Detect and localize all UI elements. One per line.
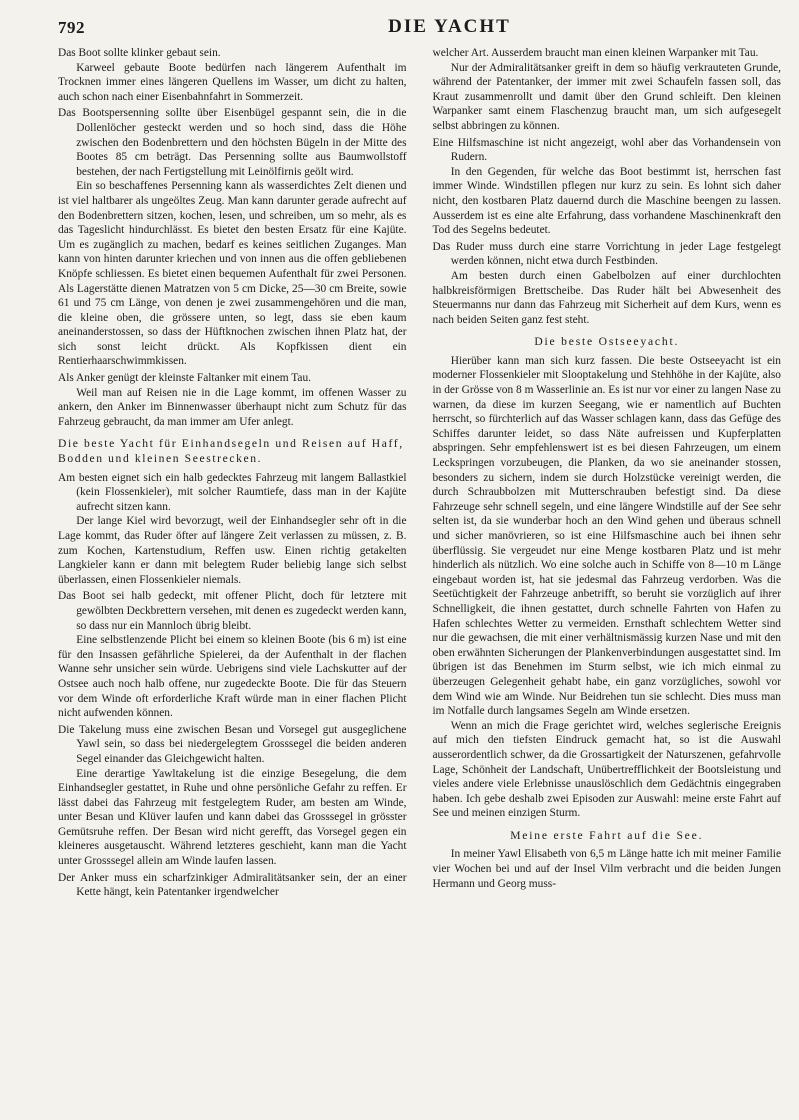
paragraph: In den Gegenden, für welche das Boot bestimmt ist, herrschen fast immer Winde. Windstillen pflegen nur kurz zu sein. Es lohnt sich daher nicht, den kostbaren Platz dauernd durch die Maschine beengen zu lassen. Ausserdem ist es eine alte Erfahrung, dass vorhandene Maschinenkraft den Tod des Segelns bedeutet.	[432, 165, 781, 237]
paragraph: Eine derartige Yawltakelung ist die einzige Besegelung, die dem Einhandsegler gestattet, in Ruhe und ohne persönliche Gefahr zu reffen. Er lässt dabei das Fahrzeug mit festgelegtem Ruder, am besten am Winde, unter Besan und Klüver laufen und kann dabei das Grosssegel in grösster Gemütsruhe reffen. Der Besan wird nicht gerefft, das Vorsegel gegen ein kleineres ausgetauscht. Während letzteres geschieht, kann man die Yacht unter Grosssegel allein am Winde laufen lassen.	[58, 767, 407, 868]
paragraph: Karweel gebaute Boote bedürfen nach längerem Aufenthalt im Trocknen immer eines längeren Quellens im Wasser, um dicht zu halten, auch schon nach einer Eisenbahnfahrt in Sommerzeit.	[58, 61, 407, 103]
paragraph: Als Anker genügt der kleinste Faltanker mit einem Tau.	[58, 372, 312, 385]
paragraph: Der lange Kiel wird bevorzugt, weil der Einhandsegler sehr oft in die Lage kommt, das Ruder öfter auf längere Zeit verlassen zu müssen, z. B. zum Kochen, Kartenstudium, Reffen usw. Einen richtig getakelten Langkieler kann er dann mit belegtem Ruder beliebig lange sich selbst überlassen, einen Flossenkieler niemals.	[58, 515, 407, 586]
paragraph: Am besten durch einen Gabelbolzen auf einer durchlochten halbkreisförmigen Brettscheibe. Das Ruder hält bei Abwesenheit des Steuermanns nur dann das Fahrzeug mit Sicherheit auf dem Kurs, wenn es nach beiden Seiten ganz fest steht.	[432, 269, 781, 326]
paragraph: Eine Hilfsmaschine ist nicht angezeigt, wohl aber das Vorhandensein von Rudern.	[432, 136, 781, 164]
paragraph: Eine selbstlenzende Plicht bei einem so kleinen Boote (bis 6 m) ist eine für den Insassen gefährliche Spielerei, da der Aufenthalt in der flachen Wanne sehr unsicher sein würde. Uebrigens sind viele Lachskutter auf der Ostsee auch noch halb offene, nur zugedeckte Boote. Die für das Steuern vor dem Winde oft erforderliche Kraft würde man in einer flachen Plicht nicht aufwenden können.	[58, 634, 407, 720]
paragraph: Nur der Admiralitätsanker greift in dem so häufig verkrauteten Grunde, während der Patentanker, der immer mit zwei Schaufeln fassen soll, das Kraut zusammenrollt und damit über den Grund schleift. Den kleinen Warpanker samt einem Flaschenzug braucht man, um sich aufgesegelt selbst abbringen zu können.	[432, 61, 781, 132]
section-heading: Die beste Ostseeyacht.	[534, 335, 680, 349]
paragraph: Das Boot sei halb gedeckt, mit offener Plicht, doch für letztere mit gewölbten Deckbrettern versehen, mit denen es zugedeckt werden kann, so dass nur ein Mannloch übrig bleibt.	[58, 590, 407, 632]
paragraph: Das Bootspersenning sollte über Eisenbügel gespannt sein, die in die Dollenlöcher gesteckt werden und so hoch sind, dass die Höhe zwischen den Bodenbrettern und den höchsten Bügeln in der Mitte des Bootes 85 cm beträgt. Das Persenning sollte aus Baumwollstoff bestehen, der nach Fertigstellung mit Leinölfirnis geölt wird.	[58, 107, 407, 178]
paragraph: Weil man auf Reisen nie in die Lage kommt, im offenen Wasser zu ankern, den Anker im Binnenwasser überhaupt nicht zum Schutz für das Fahrzeug gebraucht, da man immer am Ufer anlegt.	[58, 386, 407, 428]
section-heading: Die beste Yacht für Einhandsegeln und Reisen auf Haff, Bodden und kleinen Seestrecken.	[58, 437, 404, 466]
section-heading: Meine erste Fahrt auf die See.	[510, 828, 704, 842]
paragraph: Ein so beschaffenes Persenning kann als wasserdichtes Zelt dienen und ist viel haltbarer als ungeöltes Zeug. Man kann darunter gerade aufrecht auf den Bodenbrettern sitzen, kochen, lesen, und schreiben, um so mehr, als es das Tageslicht hindurchlässt. Es bietet den besten Ersatz für eine Kajüte. Um es zugänglich zu machen, bedarf es keines seitlichen Zuganges. Man kann von hinten darunter kriechen und von innen aus die offen gebliebenen Knöpfe schliessen. Es bietet einen bequemen Aufenthalt für zwei Personen. Als Lagerstätte dienen Matratzen von 5 cm Dicke, 25—30 cm Breite, sowie 61 und 75 cm Länge, von denen je zwei zusammengehören und die man, die kleine oben, die grössere unten, so legt, dass sie eben kaum aneinanderstossen, so dass der Hüftknochen zwischen ihnen Platz hat, der sich sonst leicht drückt. Als Kopfkissen dient ein Rentierhaarschwimmkissen.	[58, 180, 407, 368]
running-head: DIE YACHT	[388, 16, 511, 37]
paragraph: Hierüber kann man sich kurz fassen. Die beste Ostseeyacht ist ein moderner Flossenkieler mit Slooptakelung und Stehhöhe in der Kajüte, also in der Grösse von 8 m Wasserlinie an. Es ist nur vor einer zu langen Nase zu warnen, da diese im kurzen Seegang, wie er namentlich auf Buchten herrscht, so fürchterlich auf das Wasser schlagen kann, dass das Gefüge des Schiffes darunter leidet, so dass Näte aufreissen und Kupferplatten abspringen. Sehr empfehlenswert ist es bei diesen Fahrzeugen, um einem Leckspringen vorzubeugen, die Planken, da wo sie aneinander stossen, besonders zu sichern, indem sie durch Holzstücke vereinigt werden, die durch Schraubbolzen mit Mutterschrauben befestigt sind. Da diese Fahrzeuge sehr schnell segeln, und eine längere Windstille auf der See sehr selten ist, da sie wunderbar hoch an den Wind gehen und überaus schnell und sicher manövrieren, so ist eine Hilfsmaschine auch bei ihnen sehr überflüssig. Sie vergeudet nur eine Menge kostbaren Platz und ist mehr hinderlich als nützlich. Wo eine solche auch in Schiffe von 8—10 m Länge eingebaut worden ist, hat sie jedesmal das Fahrzeug verdorben. Was die Seetüchtigkeit der Fahrzeuge anbetrifft, so beruht sie vorzüglich auf ihrer Schnelligkeit, die ihnen gestattet, durch schnelle Fahrten von Hafen zu Hafen schlechtes Wetter zu vermeiden. Ernsthaft schlechtem Wetter sind nur die gewachsen, die mit einer verhältnismässig kurzen Nase und mit den oben erwähnten Sicherungen der Plankenverbindungen ausgestattet sind. Im übrigen ist das Benehmen im Sturm selbst, wie ich mich einmal zu überzeugen Gelegenheit gehabt habe, ein ganz vorzügliches, sowohl vor dem Wind wie am Winde. Nur Beidrehen tun sie schlecht. Dies muss man im Notfalle durch langsames Segeln am Winde ersetzen.	[432, 354, 781, 718]
paragraph: Wenn an mich die Frage gerichtet wird, welches seglerische Ereignis auf mich den tiefsten Eindruck gemacht hat, so ist die Auswahl ausserordentlich schwer, da die Grossartigkeit der Naturszenen, gefahrvolle Lage, Schönheit der Landschaft, Unübertrefflichkeit der Bootsleistung und vieles andere viele Erlebnisse unauslöschlich dem Gedächtnis eingegraben haben. Ich gebe deshalb zwei Episoden zur Auswahl: meine erste Fahrt auf See und meinen einzigen Sturm.	[432, 719, 781, 820]
paragraph: Die Takelung muss eine zwischen Besan und Vorsegel gut ausgeglichene Yawl sein, so dass bei niedergelegtem Grosssegel die beiden anderen Segel einander das Gleichgewicht halten.	[58, 723, 407, 765]
paragraph: welcher Art. Ausserdem braucht man einen kleinen Warpanker mit Tau.	[432, 47, 759, 59]
left-column	[58, 46, 407, 900]
right-column	[433, 46, 782, 900]
text-columns	[58, 46, 781, 900]
paragraph: Das Boot sollte klinker gebaut sein.	[58, 47, 221, 59]
paragraph: Der Anker muss ein scharfzinkiger Admiralitätsanker sein, der an einer Kette hängt, kein Patentanker irgendwelcher	[58, 871, 407, 899]
page-header	[58, 14, 781, 46]
page-number: 792	[58, 18, 85, 37]
paragraph: In meiner Yawl Elisabeth von 6,5 m Länge hatte ich mit meiner Familie vier Wochen bei und auf der Insel Vilm verbracht und die beiden Jungen Hermann und Georg muss-	[432, 848, 781, 890]
paragraph: Das Ruder muss durch eine starre Vorrichtung in jeder Lage festgelegt werden können, nicht etwa durch Festbinden.	[432, 240, 781, 268]
paragraph: Am besten eignet sich ein halb gedecktes Fahrzeug mit langem Ballastkiel (kein Flossenkieler), mit solcher Raumtiefe, dass man in der Kajüte aufrecht sitzen kann.	[58, 471, 407, 513]
